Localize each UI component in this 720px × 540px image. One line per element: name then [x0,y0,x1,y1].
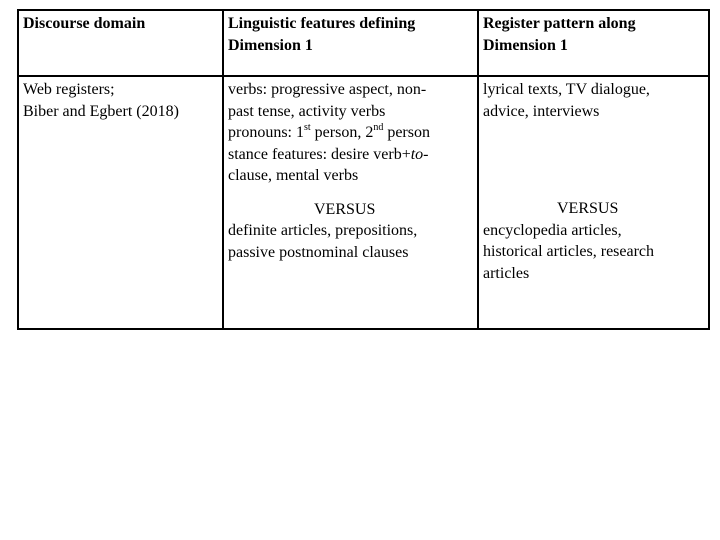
pattern-line1: lyrical texts, TV dialogue, [483,81,650,98]
pattern-versus-line3: articles [483,264,530,282]
cell-discourse-domain [18,76,223,329]
features-line3-a: pronouns: 1 [228,124,304,141]
pattern-versus-line1: encyclopedia articles, [483,221,622,239]
features-sup-nd: nd [373,121,384,133]
features-line4 [228,144,473,166]
header-linguistic-features [223,10,478,76]
features-line1: verbs: progressive aspect, non- [228,81,427,98]
header-col1-text: Discourse domain [23,15,146,32]
header-col3-line2: Dimension 1 [483,36,568,54]
header-register-pattern [478,10,709,76]
domain-line1: Web registers; [23,81,115,98]
pattern-versus-line2: historical articles, research [483,243,655,260]
features-versus-line1: definite articles, prepositions, [228,222,418,239]
features-line5: clause, mental verbs [228,167,359,184]
pattern-versus: VERSUS [557,200,619,217]
features-versus-line2: passive postnominal clauses [228,243,409,261]
register-table [17,9,710,330]
features-line3-b: person, 2 [310,124,374,141]
features-versus: VERSUS [314,200,376,218]
header-col2-line1: Linguistic features defining [228,15,416,32]
header-col3-line1: Register pattern along [483,15,636,32]
features-line3-c: person [383,124,430,141]
features-sup-st: st [304,121,311,133]
header-discourse-domain [18,10,223,76]
header-row [18,10,709,76]
header-col2-line2: Dimension 1 [228,36,313,54]
features-line4-b: - [423,145,429,163]
features-line3 [228,122,473,144]
features-line2: past tense, activity verbs [228,102,386,120]
features-line4-em: to [410,145,424,163]
cell-linguistic-features [223,76,478,329]
cell-register-pattern [478,76,709,329]
features-line4-a: stance features: desire verb+ [228,145,411,163]
pattern-versus-block [483,198,704,284]
features-versus-block [228,199,473,264]
pattern-line2: advice, interviews [483,102,600,120]
table-row [18,76,709,329]
domain-line2: Biber and Egbert (2018) [23,102,179,120]
